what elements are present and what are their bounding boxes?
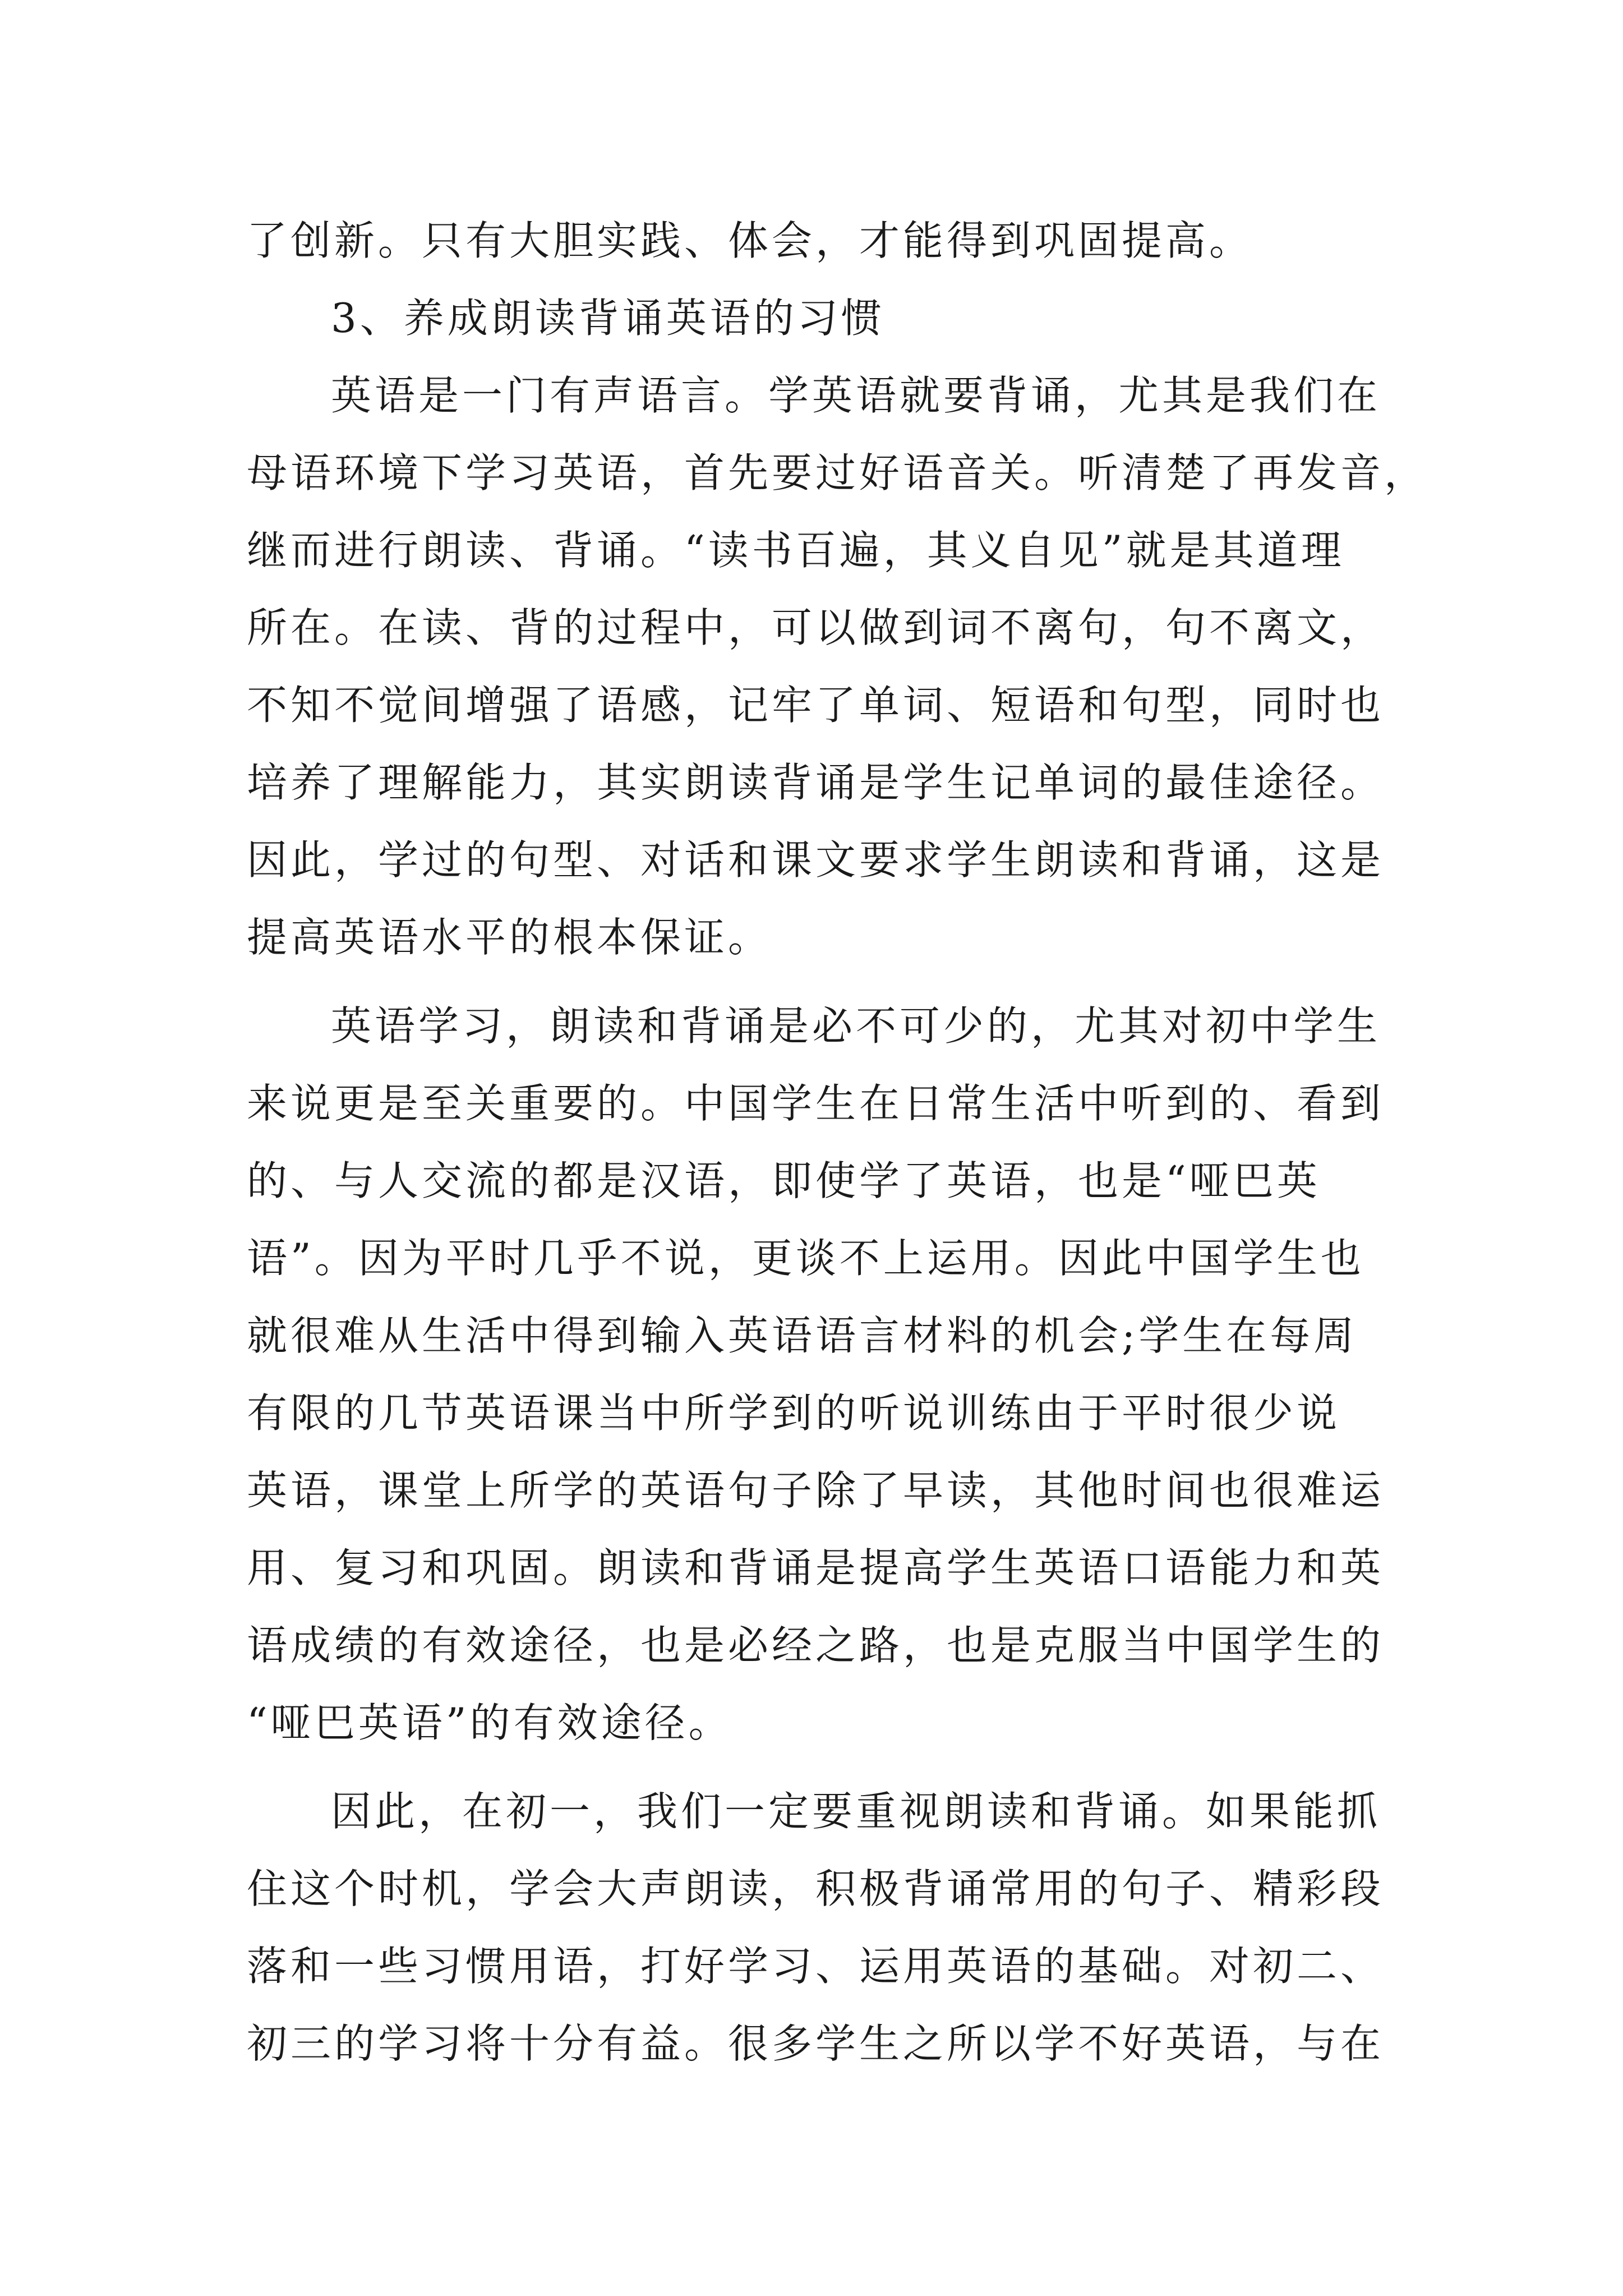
text-line: 用、复习和巩固。朗读和背诵是提高学生英语口语能力和英 [247, 1544, 1385, 1591]
text-line: 3、养成朗读背诵英语的习惯 [331, 295, 885, 342]
text-line: 英语是一门有声语言。学英语就要背诵，尤其是我们在 [331, 372, 1381, 419]
text-line: 继而进行朗读、背诵。“读书百遍，其义自见”就是其道理 [247, 527, 1345, 574]
text-line: 落和一些习惯用语，打好学习、运用英语的基础。对初二、 [247, 1943, 1385, 1990]
text-line: 因此，在初一，我们一定要重视朗读和背诵。如果能抓 [331, 1788, 1381, 1835]
text-line: 英语，课堂上所学的英语句子除了早读，其他时间也很难运 [247, 1467, 1385, 1514]
text-line: 提高英语水平的根本保证。 [247, 914, 772, 961]
text-line: 语”。因为平时几乎不说，更谈不上运用。因此中国学生也 [247, 1235, 1364, 1282]
text-line: 语成绩的有效途径，也是必经之路，也是克服当中国学生的 [247, 1622, 1385, 1669]
text-line: 所在。在读、背的过程中，可以做到词不离句，句不离文， [247, 604, 1385, 651]
text-line: 来说更是至关重要的。中国学生在日常生活中听到的、看到 [247, 1080, 1385, 1127]
text-line: 培养了理解能力，其实朗读背诵是学生记单词的最佳途径。 [247, 759, 1385, 806]
text-line: 英语学习，朗读和背诵是必不可少的，尤其对初中学生 [331, 1002, 1381, 1050]
text-line: 有限的几节英语课当中所学到的听说训练由于平时很少说 [247, 1389, 1341, 1437]
text-line: 了创新。只有大胆实践、体会，才能得到巩固提高。 [247, 217, 1253, 264]
text-line: 住这个时机，学会大声朗读，积极背诵常用的句子、精彩段 [247, 1865, 1385, 1912]
text-line: 因此，学过的句型、对话和课文要求学生朗读和背诵，这是 [247, 836, 1385, 884]
text-line: 就很难从生活中得到输入英语语言材料的机会;学生在每周 [247, 1312, 1358, 1359]
text-line: “哑巴英语”的有效途径。 [247, 1699, 732, 1746]
text-line: 不知不觉间增强了语感，记牢了单词、短语和句型，同时也 [247, 682, 1385, 729]
text-line: 的、与人交流的都是汉语，即使学了英语，也是“哑巴英 [247, 1157, 1321, 1204]
text-line: 母语环境下学习英语，首先要过好语音关。听清楚了再发音， [247, 449, 1428, 496]
text-line: 初三的学习将十分有益。很多学生之所以学不好英语，与在 [247, 2020, 1385, 2067]
document-body [247, 202, 1428, 2082]
